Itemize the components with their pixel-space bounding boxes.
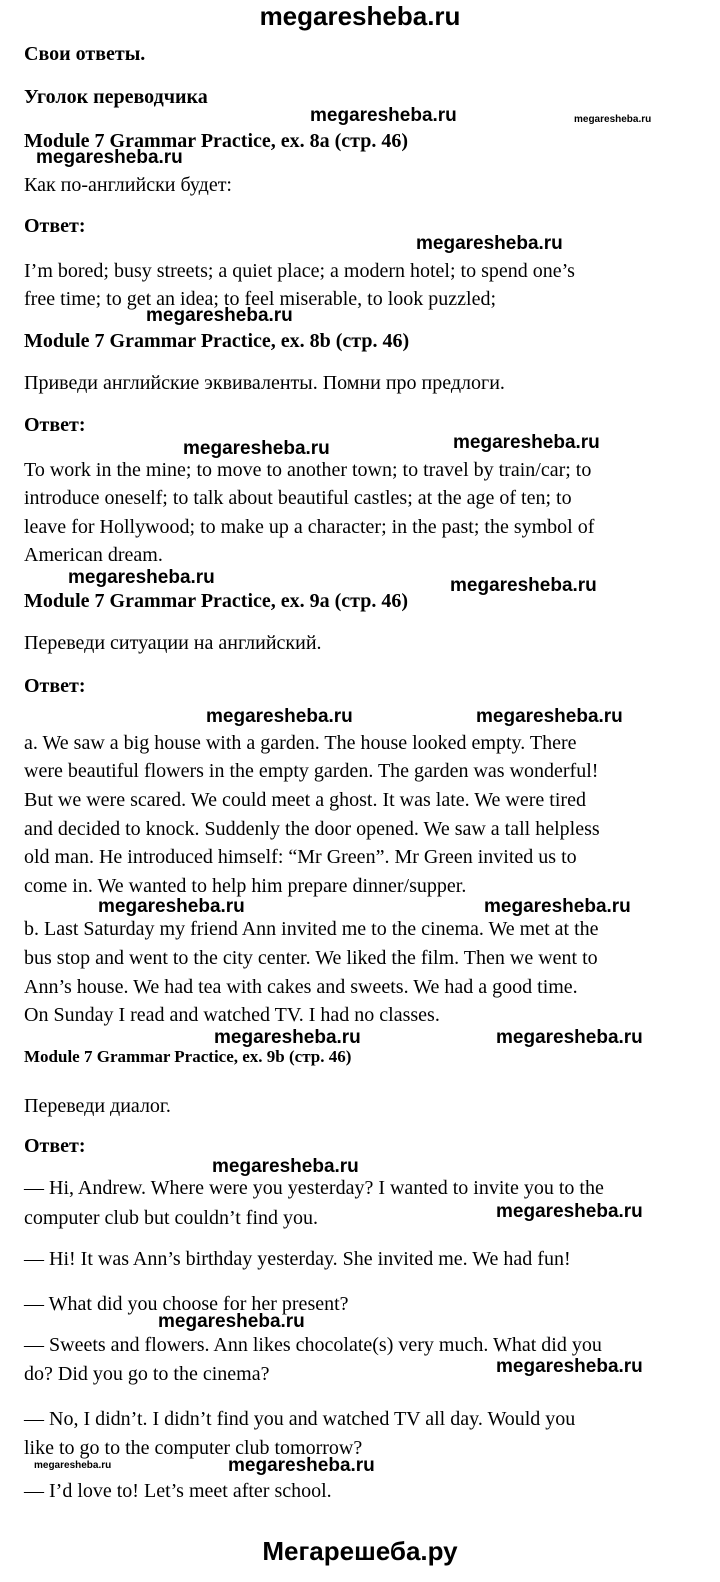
dialogue-line: computer club but couldn’t find you. [24,1207,319,1229]
section-8b-title: Module 7 Grammar Practice, ex. 8b (стр. 46) [24,330,410,352]
section-9a-line: Ann’s house. We had tea with cakes and sweets. We had a good time. [24,976,578,998]
section-8a-answer-label: Ответ: [24,215,86,237]
watermark: megaresheba.ru [228,1455,375,1476]
watermark: megaresheba.ru [98,896,245,917]
section-8b-answer-label: Ответ: [24,414,86,436]
section-9a-answer-label: Ответ: [24,675,86,697]
section-9a-line: were beautiful flowers in the empty garden. The garden was wonderful! [24,760,599,782]
section-9b-answer-label: Ответ: [24,1135,86,1157]
section-8a-line: free time; to get an idea; to feel miserable, to look puzzled; [24,288,497,310]
watermark: megaresheba.ru [206,706,353,727]
watermark: megaresheba.ru [453,432,600,453]
section-9a-line: But we were scared. We could meet a ghost. It was late. We were tired [24,789,586,811]
section-9a-line: On Sunday I read and watched TV. I had no classes. [24,1004,440,1026]
translator-corner-heading: Уголок переводчика [24,86,208,108]
section-8b-line: leave for Hollywood; to make up a character; in the past; the symbol of [24,516,595,538]
section-9b-task: Переведи диалог. [24,1095,171,1117]
dialogue-line: — I’d love to! Let’s meet after school. [24,1480,332,1502]
section-8a-task: Как по-английски будет: [24,174,232,196]
watermark: megaresheba.ru [34,1460,112,1471]
section-9a-title: Module 7 Grammar Practice, ex. 9a (стр. 46) [24,590,409,612]
watermark: megaresheba.ru [476,706,623,727]
section-8b-line: To work in the mine; to move to another town; to travel by train/car; to [24,459,592,481]
section-8b-task: Приведи английские эквиваленты. Помни про предлоги. [24,372,505,394]
watermark: megaresheba.ru [183,438,330,459]
watermark: megaresheba.ru [158,1311,305,1332]
dialogue-line: — No, I didn’t. I didn’t find you and watched TV all day. Would you [24,1408,576,1430]
watermark: megaresheba.ru [146,305,293,326]
section-8a-title: Module 7 Grammar Practice, ex. 8a (стр. 46) [24,130,409,152]
section-8a-line: I’m bored; busy streets; a quiet place; a modern hotel; to spend one’s [24,260,575,282]
watermark: megaresheba.ru [496,1356,643,1377]
section-8b-line: introduce oneself; to talk about beautiful castles; at the age of ten; to [24,487,572,509]
dialogue-line: — Sweets and flowers. Ann likes chocolate(s) very much. What did you [24,1334,602,1356]
dialogue-line: do? Did you go to the cinema? [24,1363,270,1385]
dialogue-line: — Hi, Andrew. Where were you yesterday? I wanted to invite you to the [24,1177,604,1199]
section-9b-title: Module 7 Grammar Practice, ex. 9b (стр. 46) [24,1047,352,1066]
dialogue-line: — What did you choose for her present? [24,1293,349,1315]
dialogue-line: like to go to the computer club tomorrow? [24,1437,363,1459]
section-9a-line: bus stop and went to the city center. We liked the film. Then we went to [24,947,598,969]
watermark: megaresheba.ru [36,147,183,168]
watermark: megaresheba.ru [496,1027,643,1048]
section-9a-line: b. Last Saturday my friend Ann invited me to the cinema. We met at the [24,918,599,940]
section-9a-line: a. We saw a big house with a garden. The house looked empty. There [24,732,577,754]
section-9a-line: old man. He introduced himself: “Mr Green”. Mr Green invited us to [24,846,577,868]
section-9a-line: come in. We wanted to help him prepare dinner/supper. [24,875,467,897]
watermark: megaresheba.ru [496,1201,643,1222]
site-footer: Мегарешеба.ру [262,1536,458,1566]
section-9a-task: Переведи ситуации на английский. [24,632,322,654]
watermark: megaresheba.ru [310,105,457,126]
watermark: megaresheba.ru [450,575,597,596]
section-9a-line: and decided to knock. Suddenly the door opened. We saw a tall helpless [24,818,600,840]
watermark: megaresheba.ru [68,567,215,588]
section-8b-line: American dream. [24,544,163,566]
watermark: megaresheba.ru [214,1027,361,1048]
site-header: megaresheba.ru [259,1,461,31]
own-answers-heading: Свои ответы. [24,43,146,65]
watermark: megaresheba.ru [416,233,563,254]
watermark: megaresheba.ru [574,114,652,125]
watermark: megaresheba.ru [212,1156,359,1177]
dialogue-line: — Hi! It was Ann’s birthday yesterday. She invited me. We had fun! [24,1248,571,1270]
watermark: megaresheba.ru [484,896,631,917]
